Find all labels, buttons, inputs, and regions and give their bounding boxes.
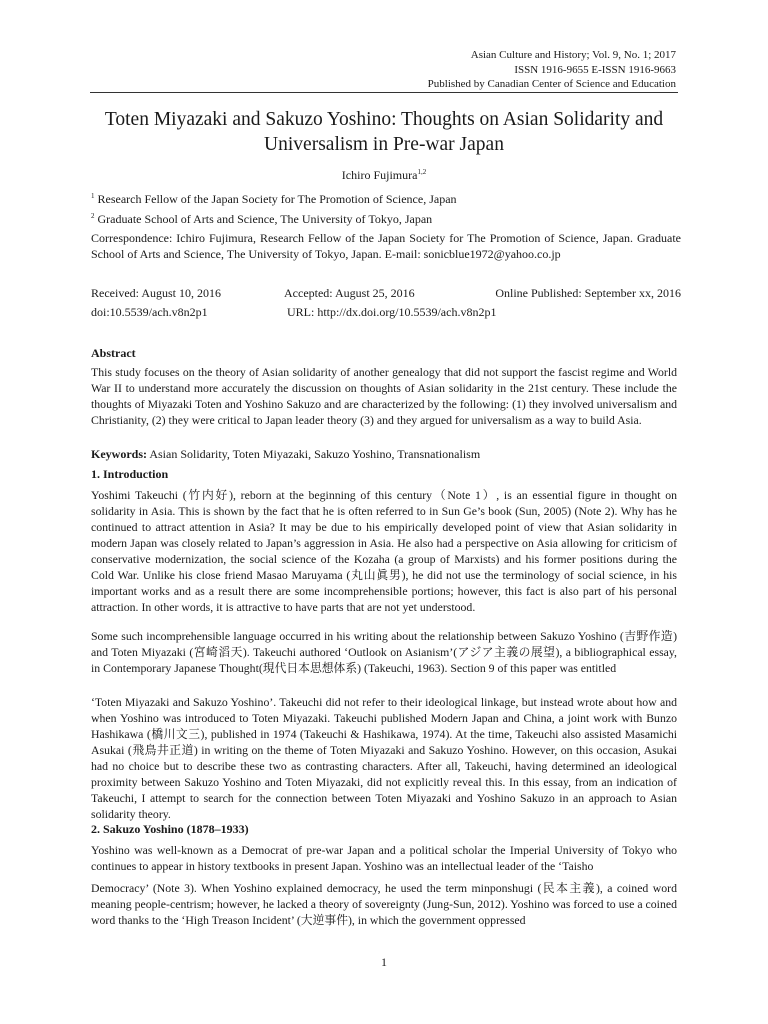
section-2-paragraph-2: Democracy’ (Note 3). When Yoshino explained democracy, he used the term minponshugi (民本主義), a coined word meaning people-centrism; however, he lacked a theory of sovereignty (Jung-Sun, 2012). Yoshino was forced to use a coined word thanks to the ‘High Treason Incident’ (大逆事件), in which the government oppressed [91,881,677,927]
paper-title: Toten Miyazaki and Sakuzo Yoshino: Thoughts on Asian Solidarity and Universalism in Pre-war Japan [104,109,664,155]
keywords-text: Asian Solidarity, Toten Miyazaki, Sakuzo Yoshino, Transnationalism [149,447,481,461]
author-line [0,168,768,183]
accepted-date: Accepted: August 25, 2016 [284,286,415,300]
page-number: 1 [381,955,387,969]
keywords-line [91,447,677,462]
received-date: Received: August 10, 2016 [91,286,221,300]
journal-citation: Asian Culture and History; Vol. 9, No. 1; 2017 [470,49,676,61]
journal-issn: ISSN 1916-9655 E-ISSN 1916-9663 [514,63,676,76]
article-url[interactable]: URL: http://dx.doi.org/10.5539/ach.v8n2p1 [287,305,497,319]
abstract-text: This study focuses on the theory of Asian solidarity of another genealogy that did not support the fascist regime and World War II to understand more accurately the discussion on thoughts of Asian solidarity in the 21st century. These include the thoughts of Miyazaki Toten and Yoshino Sakuzo and are characterized by the following: (1) they involved universalism and Christianity, (2) they were critical to Japan leader theory (3) and they argued for universalism as a way to build Asia. [91,365,677,427]
affiliation-1-mark: 1 [91,192,95,200]
affiliation-1 [91,188,681,207]
affiliation-2-mark: 2 [91,212,95,220]
keywords-label: Keywords: [91,447,147,461]
published-date: Online Published: September xx, 2016 [495,286,681,300]
section-1-paragraph-1: Yoshimi Takeuchi (竹内好), reborn at the beginning of this century（Note 1）, is an essential figure in thought on solidarity in Asia. This is shown by the fact that he is often referred to in Sun Ge’s book (Sun, 2005) (Note 2). Why has he continued to attract attention in Asia? It may be due to his empirically developed point of view that Asian solidarity in modern Japan was closely related to Japan’s aggression in Asia. He also had a perspective on Asia allowing for criticism of conservative modernization, the social science of the Kozaha (a group of Marxists) and his former positions during the Cold War. Unlike his close friend Masao Maruyama (丸山眞男), he did not use the terminology of social science, in his important works and as a result there are some incomprehensible portions; however, this fact is also part of his personal attraction. In other words, it is attractive to have parts that are not yet understood. [91,488,677,614]
section-2-paragraph-1: Yoshino was well-known as a Democrat of pre-war Japan and a political scholar the Imperial University of Tokyo who continues to appear in history textbooks in present Japan. Yoshino was an intellectual leader of the ‘Taisho [91,843,677,873]
doi: doi:10.5539/ach.v8n2p1 [91,305,208,319]
affiliation-1-text: Research Fellow of the Japan Society for The Promotion of Science, Japan [97,192,457,206]
journal-publisher: Published by Canadian Center of Science and Education [427,78,676,90]
correspondence: Correspondence: Ichiro Fujimura, Research Fellow of the Japan Society for The Promotion of Science, Japan. Graduate School of Arts and Science, The University of Tokyo, Japan. E-mail: sonicblue1972@yahoo.co.jp [91,231,681,261]
affiliation-2-text: Graduate School of Arts and Science, The University of Tokyo, Japan [97,212,433,226]
author-affiliation-marks: 1,2 [417,168,427,176]
section-1-heading: 1. Introduction [91,467,169,481]
affiliation-2 [91,208,681,227]
journal-header [428,48,676,92]
author-name: Ichiro Fujimura [341,168,418,182]
section-2-heading: 2. Sakuzo Yoshino (1878–1933) [91,822,249,836]
section-1-paragraph-3: ‘Toten Miyazaki and Sakuzo Yoshino’. Takeuchi did not refer to their ideological linkage, but instead wrote about how and when Yoshino was introduced to Toten Miyazaki. Takeuchi published Modern Japan and China, a joint work with Bunzo Hashikawa (橋川文三), published in 1974 (Takeuchi & Hashikawa, 1974). At the time, Takeuchi also assisted Masamichi Asukai (飛鳥井正道) in writing on the theme of Toten Miyazaki and Sakuzo Yoshino. However, on this occasion, Asukai had no choice but to describe these two as contrasting characters. After all, Takeuchi, having determined an ideological proximity between Sakuzo Yoshino and Toten Miyazaki, did not explicitly reveal this. In this essay, from an indication of Takeuchi, I attempt to search for the connection between Toten Miyazaki and Yoshino Sakuzo in an approach to Asian solidarity theory. [91,695,677,821]
abstract-heading: Abstract [91,346,136,360]
section-1-paragraph-2: Some such incomprehensible language occurred in his writing about the relationship between Sakuzo Yoshino (吉野作造) and Toten Miyazaki (宮崎滔天). Takeuchi authored ‘Outlook on Asianism’(アジア主義の展望), a bibliographical essay, in Contemporary Japanese Thought(現代日本思想体系) (Takeuchi, 1963). Section 9 of this paper was entitled [91,629,677,675]
header-rule [90,92,678,93]
